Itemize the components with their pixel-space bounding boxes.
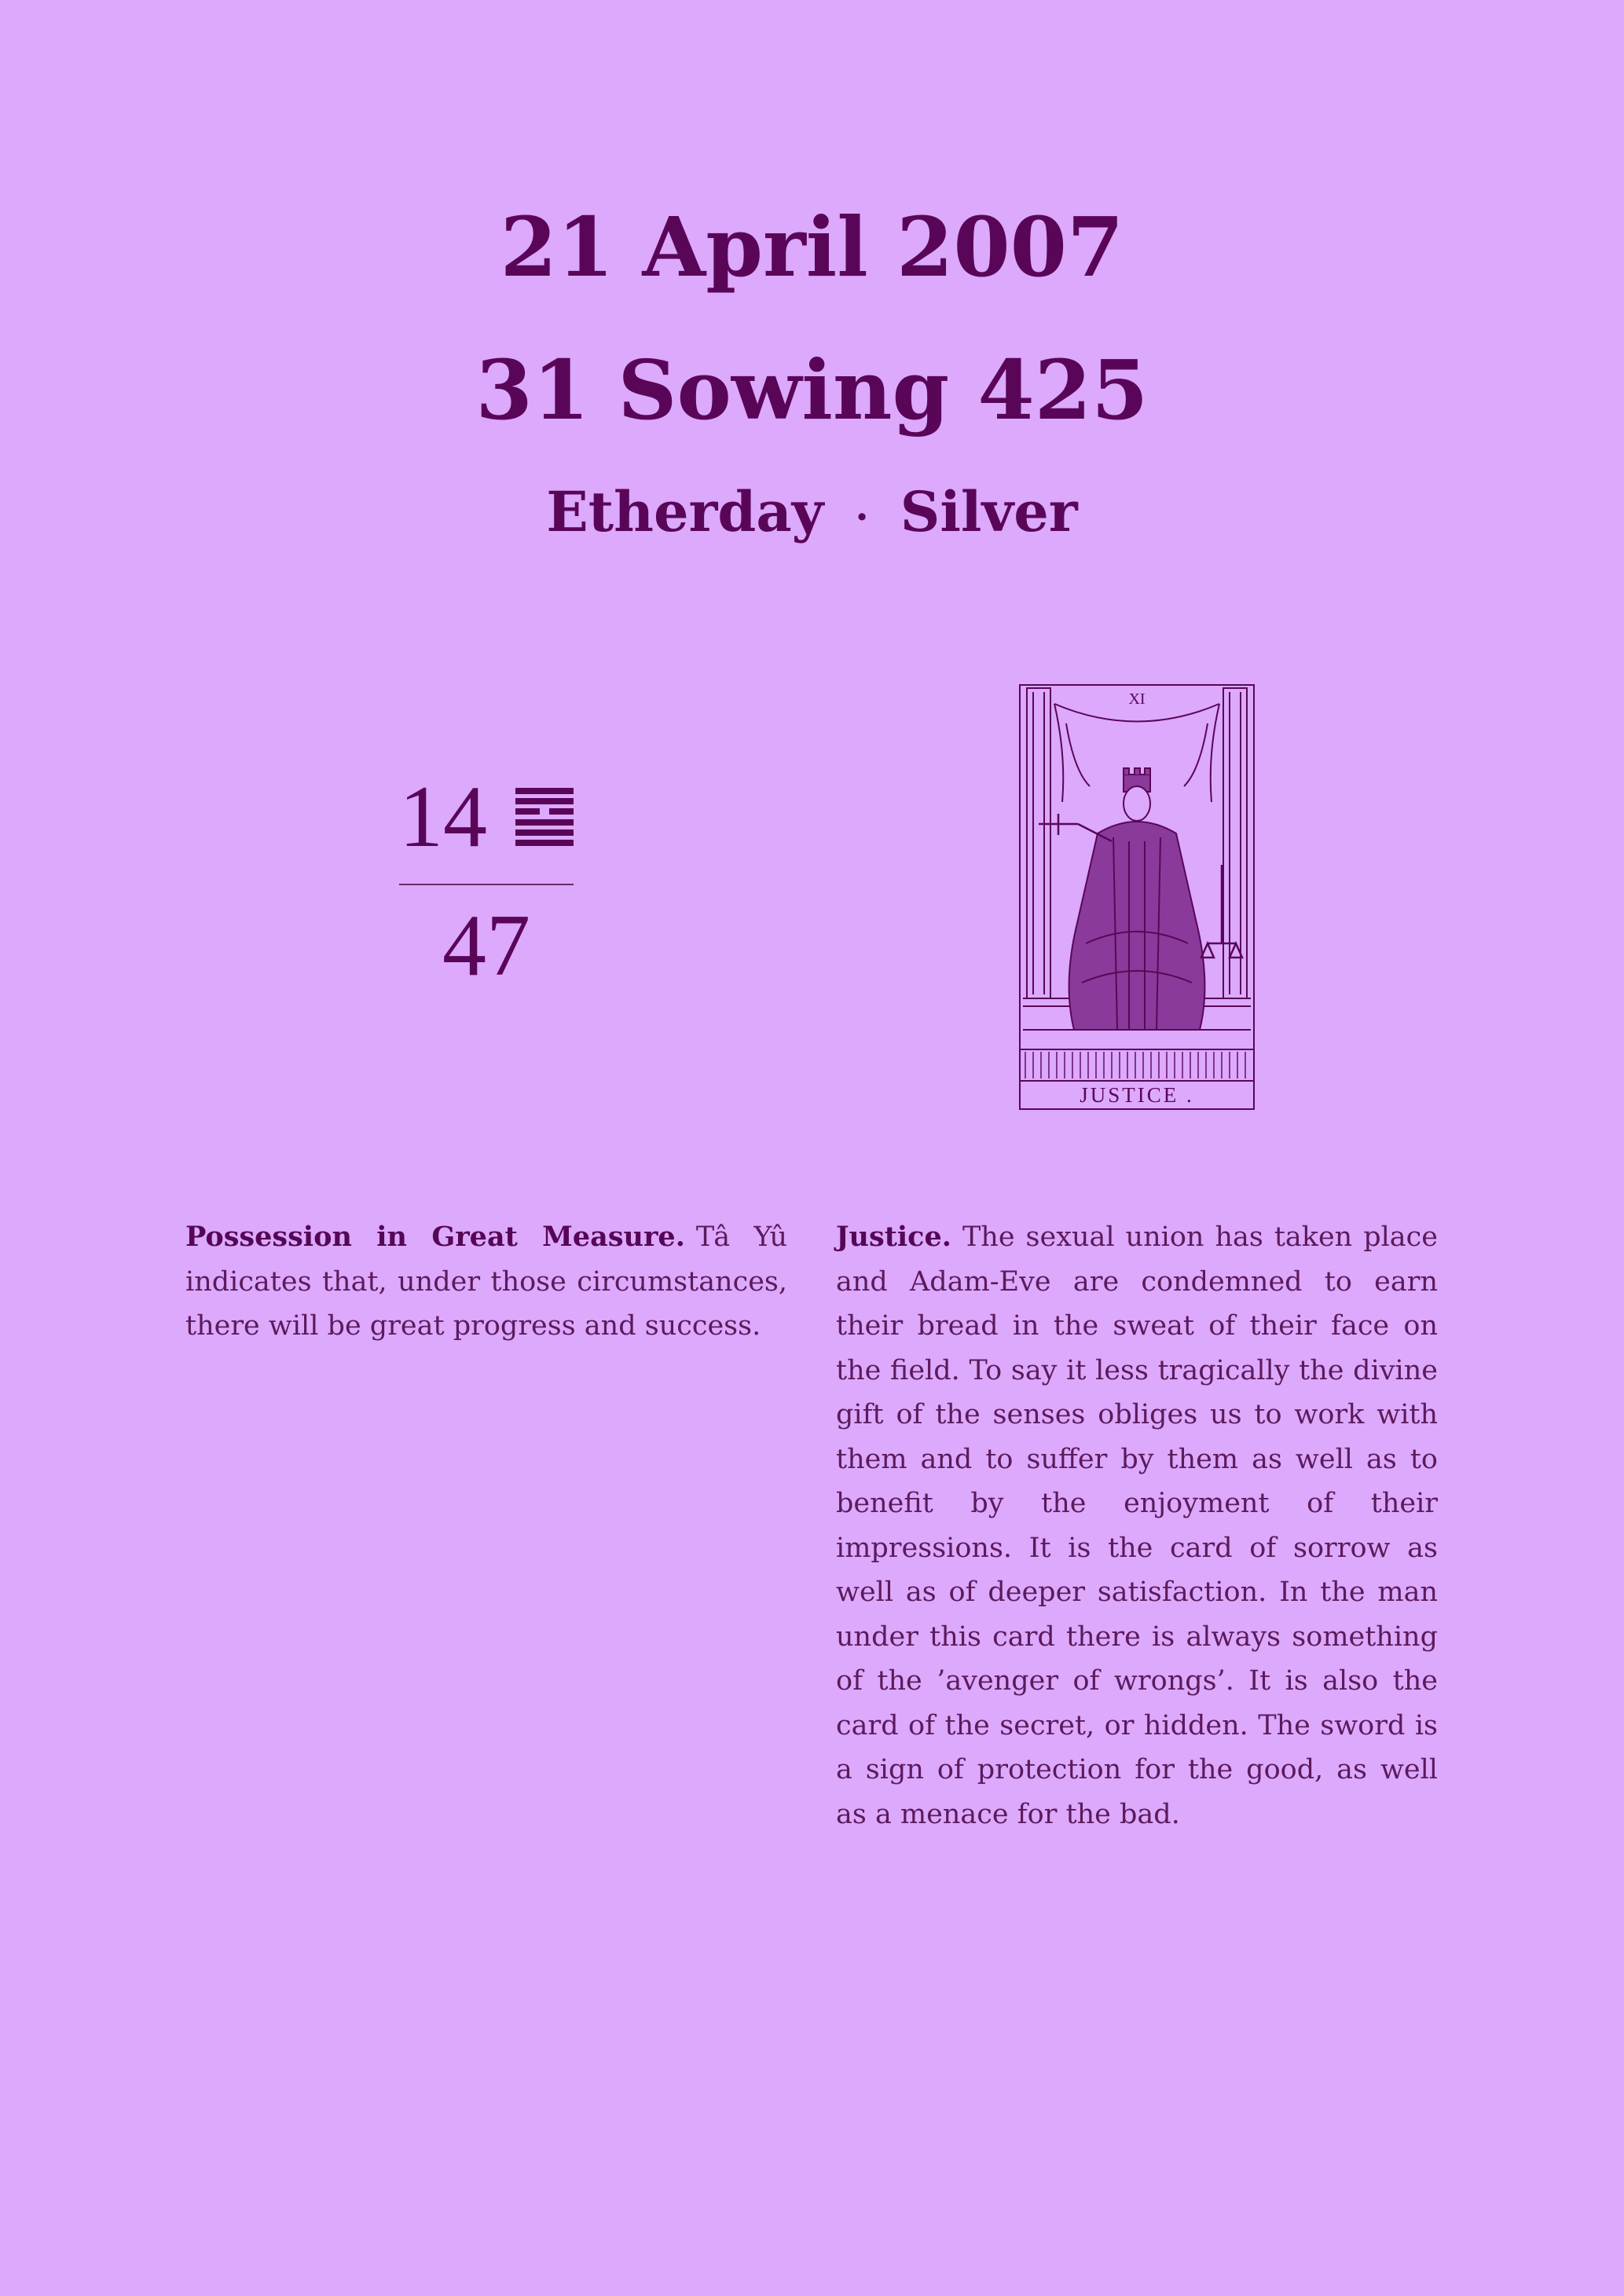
alternate-calendar-date: 31 Sowing 425 [475, 342, 1149, 438]
fraction-bar [399, 884, 574, 885]
hexagram-fraction [399, 758, 574, 1005]
metal: Silver [900, 479, 1078, 544]
tarot-title: Justice. [836, 1221, 951, 1253]
hexagram-title: Possession in Great Measure. [185, 1221, 685, 1253]
separator-dot: · [855, 493, 869, 540]
fraction-denominator: 47 [442, 897, 530, 994]
fraction-numerator: 14 [399, 768, 487, 866]
tarot-card-name: JUSTICE . [1080, 1083, 1194, 1107]
tarot-numeral: XI [1128, 690, 1146, 708]
tarot-card-justice [1019, 684, 1255, 1110]
gregorian-date: 21 April 2007 [500, 199, 1124, 295]
hexagram-body: Tâ Yû indicates that, under those circumstances, there will be great progress and success. [185, 1221, 787, 1342]
hexagram-14-icon [515, 788, 574, 846]
tarot-description [836, 1215, 1438, 1836]
hexagram-description [185, 1215, 787, 1349]
tarot-body: The sexual union has taken place and Adam-Eve are condemned to earn their bread in the sweat of their face on the field. To say it less tragically the divine gift of the senses obliges us to work with them and to suffer by them as well as to benefit by the enjoyment of their impressions. It is the card of sorrow as well as of deeper satisfaction. In the man under this card there is always something of the ’avenger of wrongs’. It is also the card of the secret, or hidden. The sword is a sign of protection for the good, as well as a menace for the bad. [836, 1221, 1438, 1830]
weekday-line [0, 477, 1624, 552]
weekday: Etherday [546, 479, 824, 544]
